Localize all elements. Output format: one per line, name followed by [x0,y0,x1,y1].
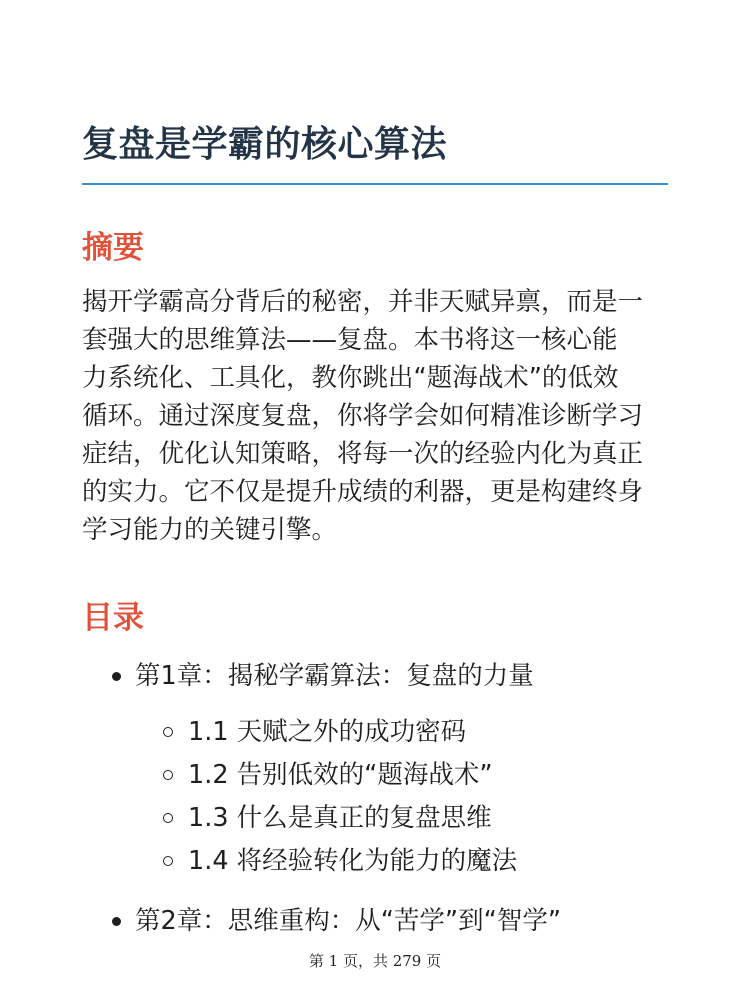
toc-section-link[interactable]: 1.4 将经验转化为能力的魔法 [188,846,518,876]
summary-line: 的实力。它不仅是提升成绩的利器，更是构建终身 [82,477,644,507]
summary-line: 学习能力的关键引擎。 [82,515,338,545]
disc-bullet-icon [112,672,121,681]
disc-bullet-icon [112,917,121,926]
summary-line: 力系统化、工具化，教你跳出“题海战术”的低效 [82,363,619,393]
toc-chapter-link[interactable]: 第1章：揭秘学霸算法：复盘的力量 [135,661,534,691]
toc-section-link[interactable]: 1.3 什么是真正的复盘思维 [188,803,492,833]
title-divider [82,183,668,185]
document-title: 复盘是学霸的核心算法 [82,124,448,165]
toc-chapter-link[interactable]: 第2章：思维重构：从“苦学”到“智学” [135,906,562,936]
circle-bullet-icon [163,727,173,737]
toc-section-link[interactable]: 1.2 告别低效的“题海战术” [188,760,493,790]
page-number-footer: 第 1 页，共 279 页 [308,952,442,970]
summary-line: 套强大的思维算法——复盘。本书将这一核心能 [82,325,618,355]
circle-bullet-icon [163,813,173,823]
toc-heading: 目录 [82,600,144,636]
summary-paragraph [82,283,682,549]
toc-section-link[interactable]: 1.1 天赋之外的成功密码 [188,717,467,747]
summary-line: 循环。通过深度复盘，你将学会如何精准诊断学习 [82,401,644,431]
summary-line: 揭开学霸高分背后的秘密，并非天赋异禀，而是一 [82,287,644,317]
circle-bullet-icon [163,856,173,866]
summary-line: 症结，优化认知策略，将每一次的经验内化为真正 [82,439,644,469]
circle-bullet-icon [163,770,173,780]
summary-heading: 摘要 [82,230,144,266]
